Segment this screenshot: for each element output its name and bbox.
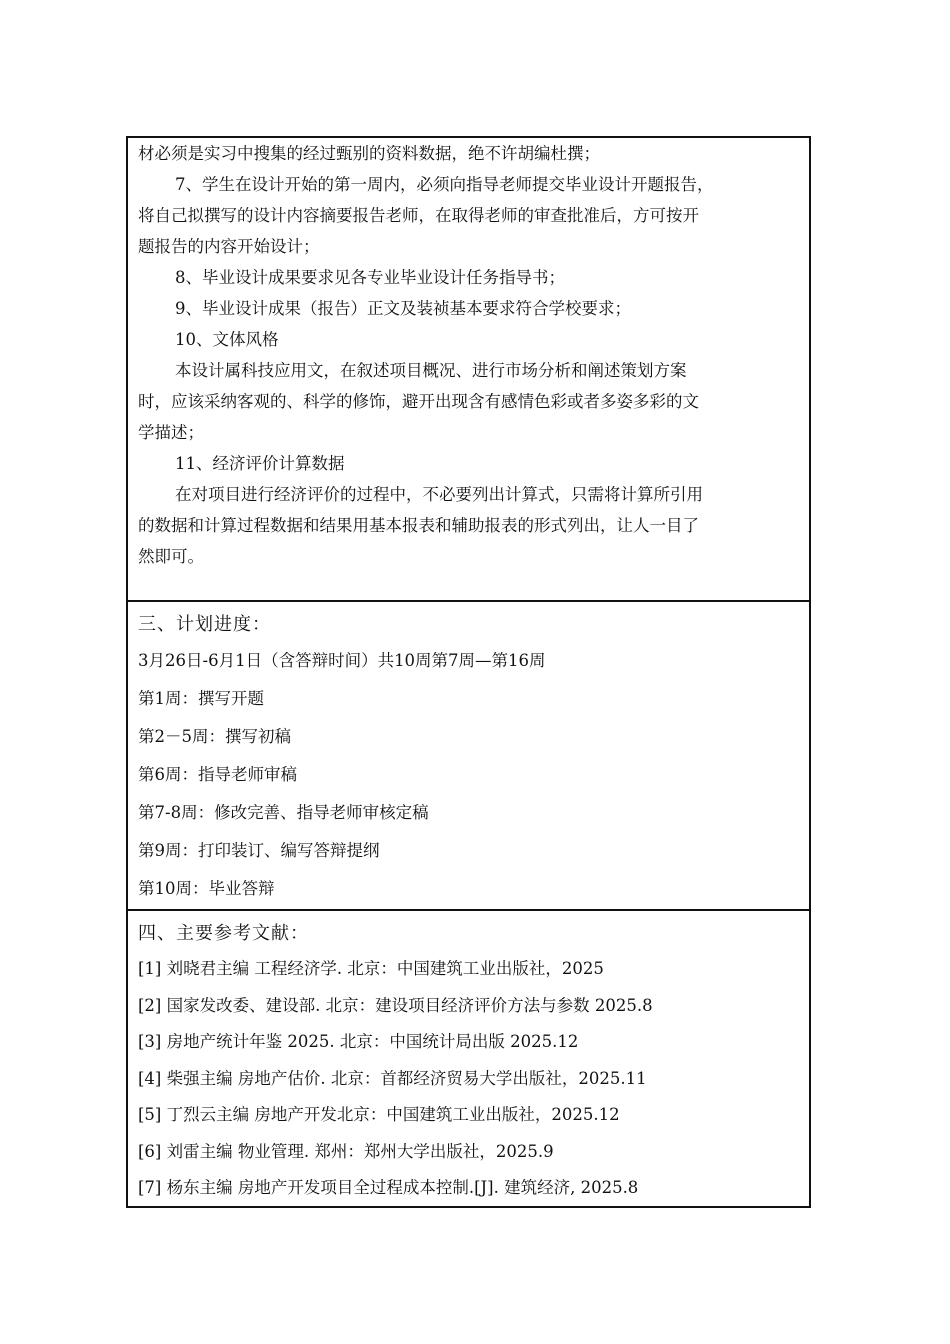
reference-item: [6] 刘雷主编 物业管理. 郑州：郑州大学出版社，2025.9 [138,1141,554,1161]
schedule-line: 第9周：打印装订、编写答辩提纲 [138,841,380,860]
reference-item: [3] 房地产统计年鉴 2025. 北京：中国统计局出版 2025.12 [138,1032,579,1051]
schedule-cell [128,600,809,909]
reference-item: [1] 刘晓君主编 工程经济学. 北京：中国建筑工业出版社，2025 [138,959,604,978]
schedule-line: 3月26日-6月1日（含答辩时间）共10周第7周—第16周 [138,651,546,670]
requirement-line: 题报告的内容开始设计； [138,237,320,256]
reference-item: [7] 杨东主编 房地产开发项目全过程成本控制.[J]. 建筑经济, 2025.8 [138,1178,639,1197]
requirement-line: 9、毕业设计成果（报告）正文及装祯基本要求符合学校要求； [175,299,631,318]
requirement-line: 在对项目进行经济评价的过程中，不必要列出计算式，只需将计算所引用 [175,485,703,504]
document-table [126,136,811,1208]
schedule-line: 第1周：撰写开题 [138,689,264,708]
reference-item: [2] 国家发改委、建设部. 北京：建设项目经济评价方法与参数 2025.8 [138,995,653,1015]
schedule-line: 第7-8周：修改完善、指导老师审核定稿 [138,803,429,822]
requirement-line: 时，应该采纳客观的、科学的修饰，避开出现含有感情色彩或者多姿多彩的文 [138,392,699,411]
requirement-line: 8、毕业设计成果要求见各专业毕业设计任务指导书； [175,268,565,287]
reference-item: [4] 柴强主编 房地产估价. 北京：首都经济贸易大学出版社，2025.11 [138,1068,647,1088]
requirement-line: 7、学生在设计开始的第一周内，必须向指导老师提交毕业设计开题报告， [175,175,714,194]
schedule-heading: 三、计划进度： [138,614,271,635]
references-cell [128,909,809,1206]
reference-item: [5] 丁烈云主编 房地产开发北京：中国建筑工业出版社，2025.12 [138,1105,620,1124]
requirement-line: 的数据和计算过程数据和结果用基本报表和辅助报表的形式列出，让人一目了 [138,516,699,535]
schedule-line: 第10周：毕业答辩 [138,879,275,898]
references-heading: 四、主要参考文献： [138,923,309,944]
requirement-line: 材必须是实习中搜集的经过甄别的资料数据，绝不许胡编杜撰； [138,144,600,163]
requirement-line: 学描述； [138,423,204,442]
requirement-line: 10、文体风格 [175,330,279,349]
requirement-line: 然即可。 [138,547,204,566]
schedule-line: 第6周：指导老师审稿 [138,765,297,784]
requirement-line: 本设计属科技应用文，在叙述项目概况、进行市场分析和阐述策划方案 [175,361,687,380]
requirements-cell [128,138,809,600]
requirement-line: 11、经济评价计算数据 [175,454,345,473]
schedule-line: 第2－5周：撰写初稿 [138,727,291,746]
requirement-line: 将自己拟撰写的设计内容摘要报告老师，在取得老师的审查批准后，方可按开 [138,206,699,225]
